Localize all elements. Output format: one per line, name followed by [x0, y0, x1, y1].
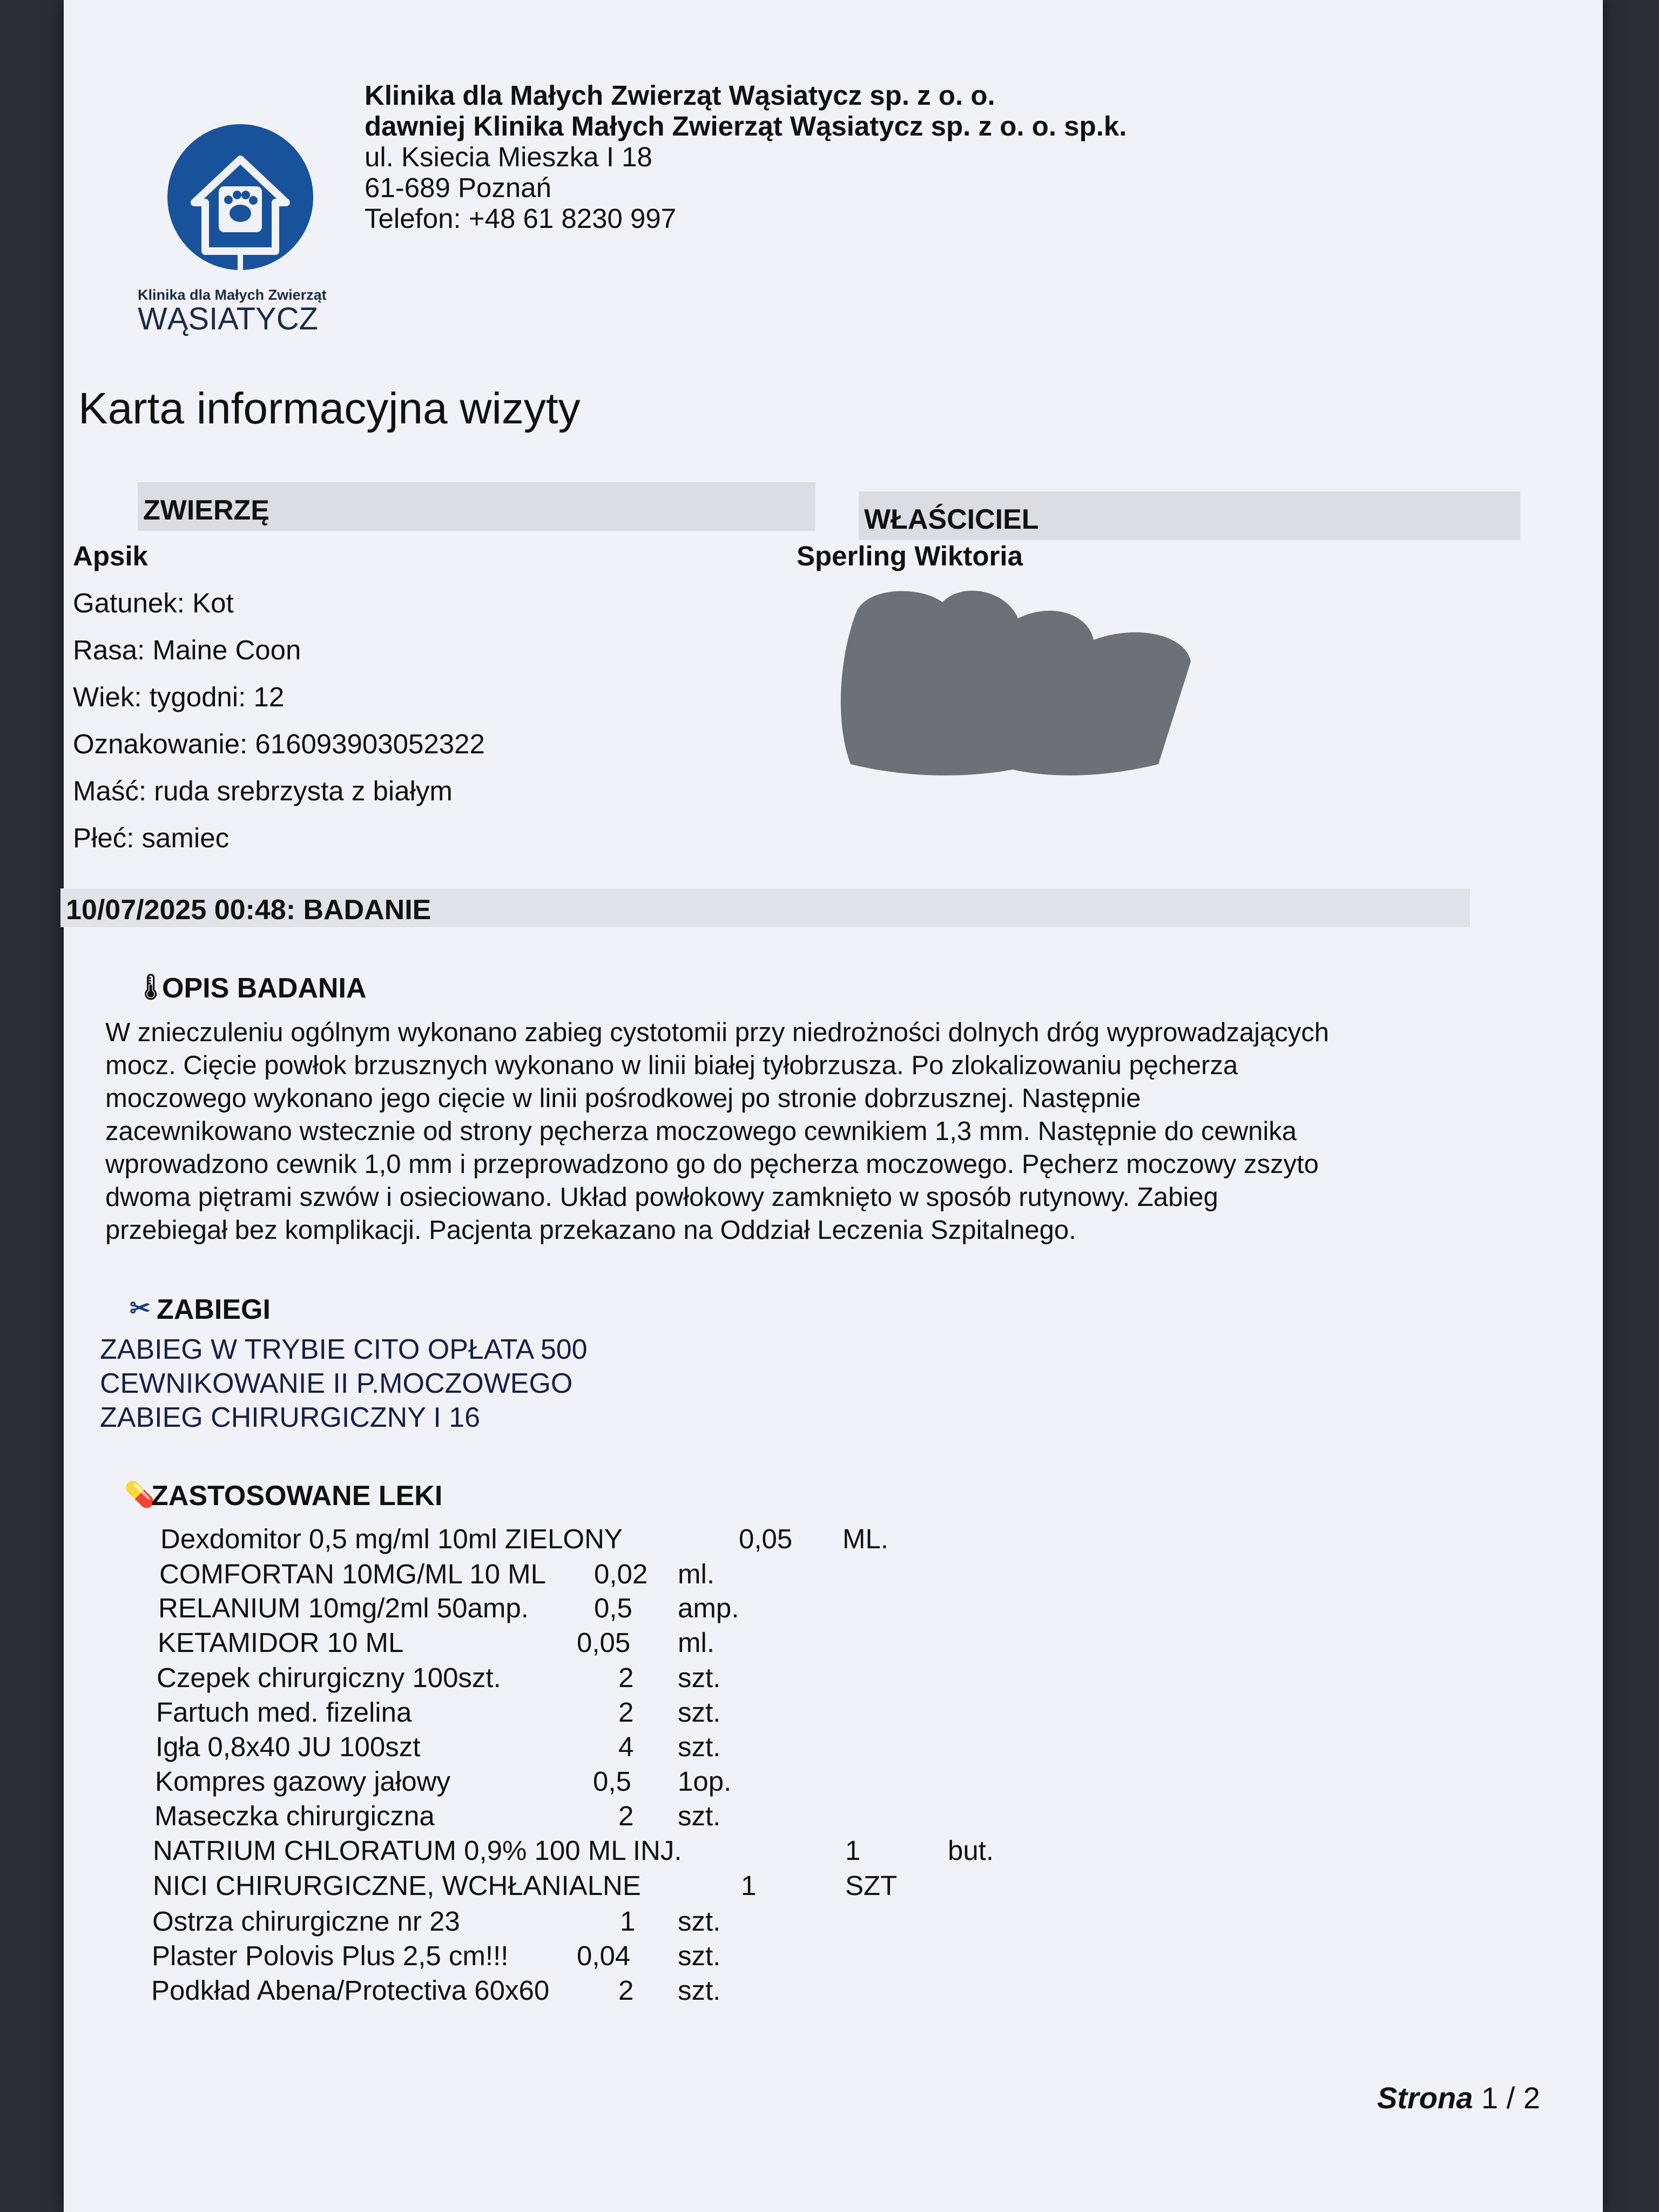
thermometer-icon: 🌡 [135, 973, 167, 1001]
medication-row [0, 1905, 1659, 1940]
procedure-item: ZABIEG CHIRURGICZNY I 16 [100, 1402, 481, 1433]
medication-row [0, 1731, 1659, 1765]
description-line: zacewnikowano wstecznie od strony pęcherza moczowego cewnikiem 1,3 mm. Następnie do cewnika [105, 1117, 1297, 1146]
medications-title-text: ZASTOSOWANE LEKI [151, 1480, 443, 1512]
medication-row [0, 1940, 1659, 1974]
med-name: COMFORTAN 10MG/ML 10 ML [159, 1559, 547, 1589]
medication-row [0, 1523, 1659, 1557]
med-name: RELANIUM 10mg/2ml 50amp. [158, 1593, 529, 1623]
page-number [1377, 2080, 1540, 2115]
med-name: Ostrza chirurgiczne nr 23 [152, 1906, 460, 1937]
med-qty: 0,5 [594, 1593, 632, 1623]
medication-row [0, 1627, 1659, 1661]
med-name: Kompres gazowy jałowy [155, 1766, 451, 1797]
med-qty: 2 [618, 1800, 634, 1831]
med-name: Podkład Abena/Protectiva 60x60 [151, 1975, 550, 2006]
med-qty: 2 [618, 1697, 634, 1728]
procedure-item: CEWNIKOWANIE II P.MOCZOWEGO [100, 1368, 573, 1399]
clinic-former-name: dawniej Klinika Małych Zwierząt Wąsiatycz sp. z o. o. sp.k. [365, 111, 1127, 141]
description-line: wprowadzono cewnik 1,0 mm i przeprowadzono go do pęcherza moczowego. Pęcherz moczowy zszyto [105, 1150, 1319, 1179]
med-name: Dexdomitor 0,5 mg/ml 10ml ZIELONY [160, 1523, 623, 1554]
med-qty: 2 [618, 1662, 634, 1693]
medication-row [0, 1662, 1659, 1696]
clinic-street: ul. Ksiecia Mieszka I 18 [365, 141, 652, 172]
page-current: 1 [1481, 2081, 1499, 2115]
procedures-title-text: ZABIEGI [157, 1294, 271, 1325]
clinic-city: 61-689 Poznań [365, 172, 551, 203]
med-qty: 1 [620, 1906, 636, 1937]
med-unit: szt. [678, 1731, 721, 1762]
med-qty: 0,04 [577, 1940, 631, 1971]
med-name: Plaster Polovis Plus 2,5 cm!!! [152, 1940, 509, 1971]
description-line: W znieczuleniu ogólnym wykonano zabieg cystotomii przy niedrożności dolnych dróg wyprowadzających [105, 1018, 1329, 1047]
animal-marking: Oznakowanie: 616093903052322 [73, 729, 485, 759]
animal-age: Wiek: tygodni: 12 [73, 682, 285, 712]
med-qty: 0,02 [594, 1559, 648, 1589]
description-line: dwoma piętrami szwów i osieciowano. Układ powłokowy zamknięto w sposób rutynowy. Zabieg [105, 1183, 1218, 1212]
med-qty: 1 [845, 1835, 861, 1866]
med-qty: 4 [618, 1731, 634, 1762]
medication-row [0, 1974, 1659, 2009]
description-line: mocz. Cięcie powłok brzusznych wykonano w linii białej tyłobrzusza. Po zlokalizowaniu pęcherza [105, 1051, 1238, 1080]
med-unit: szt. [678, 1697, 721, 1728]
animal-name: Apsik [73, 541, 148, 571]
med-unit: szt. [678, 1906, 721, 1937]
med-unit: SZT [845, 1870, 898, 1901]
clinic-phone: Telefon: +48 61 8230 997 [365, 203, 677, 234]
visit-header: 10/07/2025 00:48: BADANIE [60, 888, 1470, 927]
med-name: NICI CHIRURGICZNE, WCHŁANIALNE [153, 1870, 641, 1901]
med-unit: szt. [678, 1975, 721, 2006]
animal-species: Gatunek: Kot [73, 588, 234, 618]
med-unit: ml. [678, 1559, 714, 1589]
med-name: NATRIUM CHLORATUM 0,9% 100 ML INJ. [153, 1835, 682, 1866]
med-name: Igła 0,8x40 JU 100szt [156, 1731, 421, 1762]
logo-small-text: Klinika dla Małych Zwierząt [138, 287, 327, 303]
med-name: Maseczka chirurgiczna [154, 1800, 435, 1831]
med-name: Czepek chirurgiczny 100szt. [157, 1662, 501, 1693]
owner-name: Sperling Wiktoria [797, 541, 1023, 571]
description-title-text: OPIS BADANIA [162, 973, 367, 1004]
animal-sex: Płeć: samiec [73, 822, 230, 853]
med-qty: 0,05 [739, 1523, 793, 1554]
med-unit: 1op. [678, 1766, 732, 1797]
med-qty: 0,05 [577, 1627, 631, 1658]
animal-heading: ZWIERZĘ [138, 482, 815, 531]
med-unit: szt. [678, 1800, 721, 1831]
med-qty: 0,5 [593, 1766, 631, 1797]
pill-icon: 💊 [124, 1480, 156, 1508]
scissors-icon: ✂ [130, 1294, 151, 1322]
medication-row [0, 1765, 1659, 1800]
animal-breed: Rasa: Maine Coon [73, 635, 301, 665]
medication-row [0, 1870, 1659, 1904]
procedure-item: ZABIEG W TRYBIE CITO OPŁATA 500 [100, 1334, 588, 1365]
medication-row [0, 1592, 1659, 1627]
med-unit: szt. [678, 1940, 721, 1971]
med-unit: but. [948, 1835, 994, 1866]
medication-row [0, 1835, 1659, 1869]
logo-big-text: WĄSIATYCZ [138, 301, 319, 336]
document-title: Karta informacyjna wizyty [78, 384, 581, 433]
owner-heading: WŁAŚCICIEL [859, 491, 1520, 540]
med-unit: szt. [678, 1662, 721, 1693]
med-qty: 1 [741, 1870, 757, 1901]
medication-row [0, 1558, 1659, 1593]
page-label: Strona [1377, 2081, 1473, 2115]
med-qty: 2 [618, 1975, 634, 2006]
clinic-name: Klinika dla Małych Zwierząt Wąsiatycz sp. z o. o. [365, 80, 995, 111]
medication-row [0, 1800, 1659, 1835]
med-unit: ml. [678, 1627, 714, 1658]
med-unit: amp. [678, 1593, 739, 1623]
med-name: Fartuch med. fizelina [156, 1697, 412, 1728]
description-line: przebiegał bez komplikacji. Pacjenta przekazano na Oddział Leczenia Szpitalnego. [105, 1216, 1076, 1245]
medication-row [0, 1696, 1659, 1731]
med-name: KETAMIDOR 10 ML [158, 1627, 404, 1658]
med-unit: ML. [842, 1523, 889, 1554]
page-total: / 2 [1506, 2081, 1540, 2115]
animal-color: Maść: ruda srebrzysta z białym [73, 775, 453, 806]
description-line: moczowego wykonano jego cięcie w linii pośrodkowej po stronie dobrzusznej. Następnie [105, 1084, 1141, 1113]
